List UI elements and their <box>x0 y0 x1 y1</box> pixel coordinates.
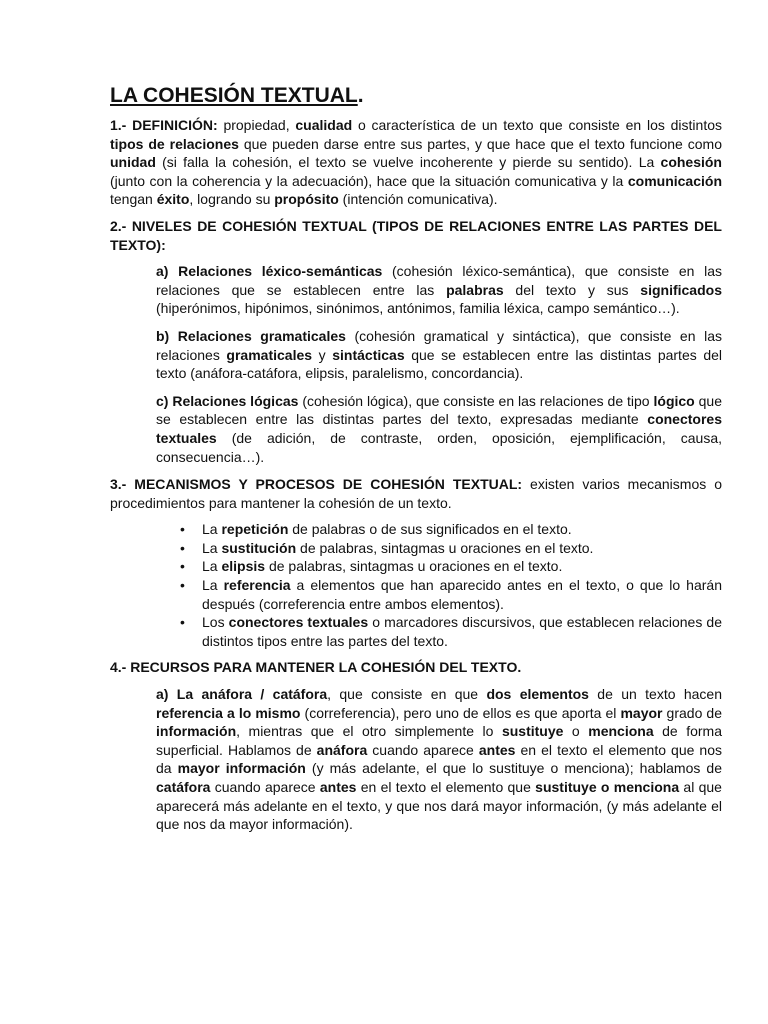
section-4-heading <box>110 658 722 677</box>
title-period: . <box>357 84 364 107</box>
bold-term: dos elementos <box>486 686 589 703</box>
bold-term: cualidad <box>295 117 353 133</box>
bold-term: comunicación <box>627 172 722 189</box>
bold-term: a) La anáfora / catáfora <box>156 686 328 703</box>
bold-term: mayor <box>620 704 663 721</box>
bold-term: propósito <box>274 191 339 208</box>
bold-term: sustituye o menciona <box>535 779 680 795</box>
bold-term: cohesión <box>660 154 722 171</box>
bold-term: unidad <box>110 154 156 171</box>
bold-term: significados <box>640 281 722 298</box>
bullet-icon: • <box>180 521 185 538</box>
bold-term: mayor información <box>177 760 306 777</box>
document-title <box>110 84 722 108</box>
list-item <box>180 539 722 558</box>
list-item <box>180 613 722 650</box>
bold-term: tipos de relaciones <box>110 135 239 152</box>
list-item <box>180 557 722 576</box>
bold-term: referencia <box>223 577 291 594</box>
bold-term: 4.- RECURSOS PARA MANTENER LA COHESIÓN DEL TEXTO. <box>110 659 522 676</box>
bold-term: lógico <box>653 392 695 409</box>
section-4a-anafora-catafora: a) La anáfora / catáfora, que consiste en que dos elementos de un texto hacen referencia a lo mismo (correferencia), pero uno de ellos es que aporta el mayor grado de información, mientras que el otro simplemente lo sustituye o menciona de forma superficial. Hablamos de anáfora cuando aparece antes en el texto el elemento que nos da mayor información (y más adelante, el que lo sustituye o menciona); hablamos de catáfora cuando aparece antes en el texto el elemento que sustituye o menciona al que aparecerá más adelante en el texto, y que nos dará mayor información, (y más adelante el que nos da mayor información). <box>156 686 723 833</box>
bullet-icon: • <box>180 558 185 575</box>
list-item <box>180 576 722 613</box>
list-item <box>180 520 722 539</box>
bold-term: palabras <box>446 281 504 298</box>
list-item-text: La elipsis de palabras, sintagmas u oraciones en el texto. <box>202 558 563 575</box>
bold-term: información <box>156 723 237 740</box>
bold-term: sustitución <box>221 539 297 556</box>
section-2a-lexico-semanticas: a) Relaciones léxico-semánticas (cohesión léxico-semántica), que consiste en las relaciones que se establecen entre las palabras del texto y sus significados (hiperónimos, hipónimos, sinónimos, antónimos, familia léxica, campo semántico…). <box>156 263 722 317</box>
bold-term: sintácticas <box>332 346 405 363</box>
bold-term: antes <box>478 741 516 758</box>
section-3-mecanismos: 3.- MECANISMOS Y PROCESOS DE COHESIÓN TEXTUAL: existen varios mecanismos o procedimientos para mantener la cohesión de un texto. <box>110 476 722 511</box>
bold-term: b) Relaciones gramaticales <box>156 327 346 344</box>
bullet-icon: • <box>180 614 185 631</box>
bold-term: 2.- NIVELES DE COHESIÓN TEXTUAL (TIPOS DE RELACIONES ENTRE LAS PARTES DEL TEXTO): <box>110 217 722 253</box>
section-1-definicion: 1.- DEFINICIÓN: propiedad, cualidad o característica de un texto que consiste en los distintos tipos de relaciones que pueden darse entre sus partes, y que hace que el texto funcione como unidad (si falla la cohesión, el texto se vuelve incoherente y pierde su sentido). La cohesión (junto con la coherencia y la adecuación), hace que la situación comunicativa y la comunicación tengan éxito, logrando su propósito (intención comunicativa). <box>110 117 722 208</box>
section-2b-gramaticales: b) Relaciones gramaticales (cohesión gramatical y sintáctica), que consiste en las relaciones gramaticales y sintácticas que se establecen entre las distintas partes del texto (anáfora-catáfora, elipsis, paralelismo, concordancia). <box>156 327 723 382</box>
bold-term: repetición <box>221 521 289 538</box>
bold-term: 1.- DEFINICIÓN: <box>110 117 218 133</box>
bold-term: conectores textuales <box>156 411 722 446</box>
bold-term: c) Relaciones lógicas <box>156 392 299 409</box>
bold-term: elipsis <box>221 558 266 575</box>
bold-term: sustituye <box>501 723 564 740</box>
bold-term: catáfora <box>156 779 211 795</box>
bold-term: 3.- MECANISMOS Y PROCESOS DE COHESIÓN TEXTUAL: <box>110 476 523 493</box>
bold-term: referencia a lo mismo <box>156 704 301 721</box>
bold-term: menciona <box>588 723 654 740</box>
bold-term: anáfora <box>316 741 368 758</box>
bullet-icon: • <box>180 539 185 556</box>
bold-term: antes <box>319 779 357 795</box>
bold-term: conectores textuales <box>228 614 369 631</box>
bold-term: éxito <box>156 191 190 208</box>
list-item-text: La referencia a elementos que han aparecido antes en el texto, o que lo harán después (correferencia entre ambos elementos). <box>202 577 722 612</box>
title-text: LA COHESIÓN TEXTUAL <box>110 84 358 107</box>
bold-term: a) Relaciones léxico-semánticas <box>156 263 383 280</box>
section-2-heading <box>110 217 722 254</box>
list-item-text: La sustitución de palabras, sintagmas u oraciones en el texto. <box>202 539 594 556</box>
bullet-icon: • <box>180 577 185 594</box>
list-item-text: La repetición de palabras o de sus significados en el texto. <box>202 521 572 538</box>
section-3-bullet-list <box>110 520 722 650</box>
bold-term: gramaticales <box>226 346 313 363</box>
section-2c-logicas: c) Relaciones lógicas (cohesión lógica), que consiste en las relaciones de tipo lógico que se establecen entre las distintas partes del texto, expresadas mediante conectores textuales (de adición, de contraste, orden, oposición, ejemplificación, causa, consecuencia…). <box>156 392 723 465</box>
list-item-text: Los conectores textuales o marcadores discursivos, que establecen relaciones de distintos tipos entre las partes del texto. <box>202 614 722 649</box>
